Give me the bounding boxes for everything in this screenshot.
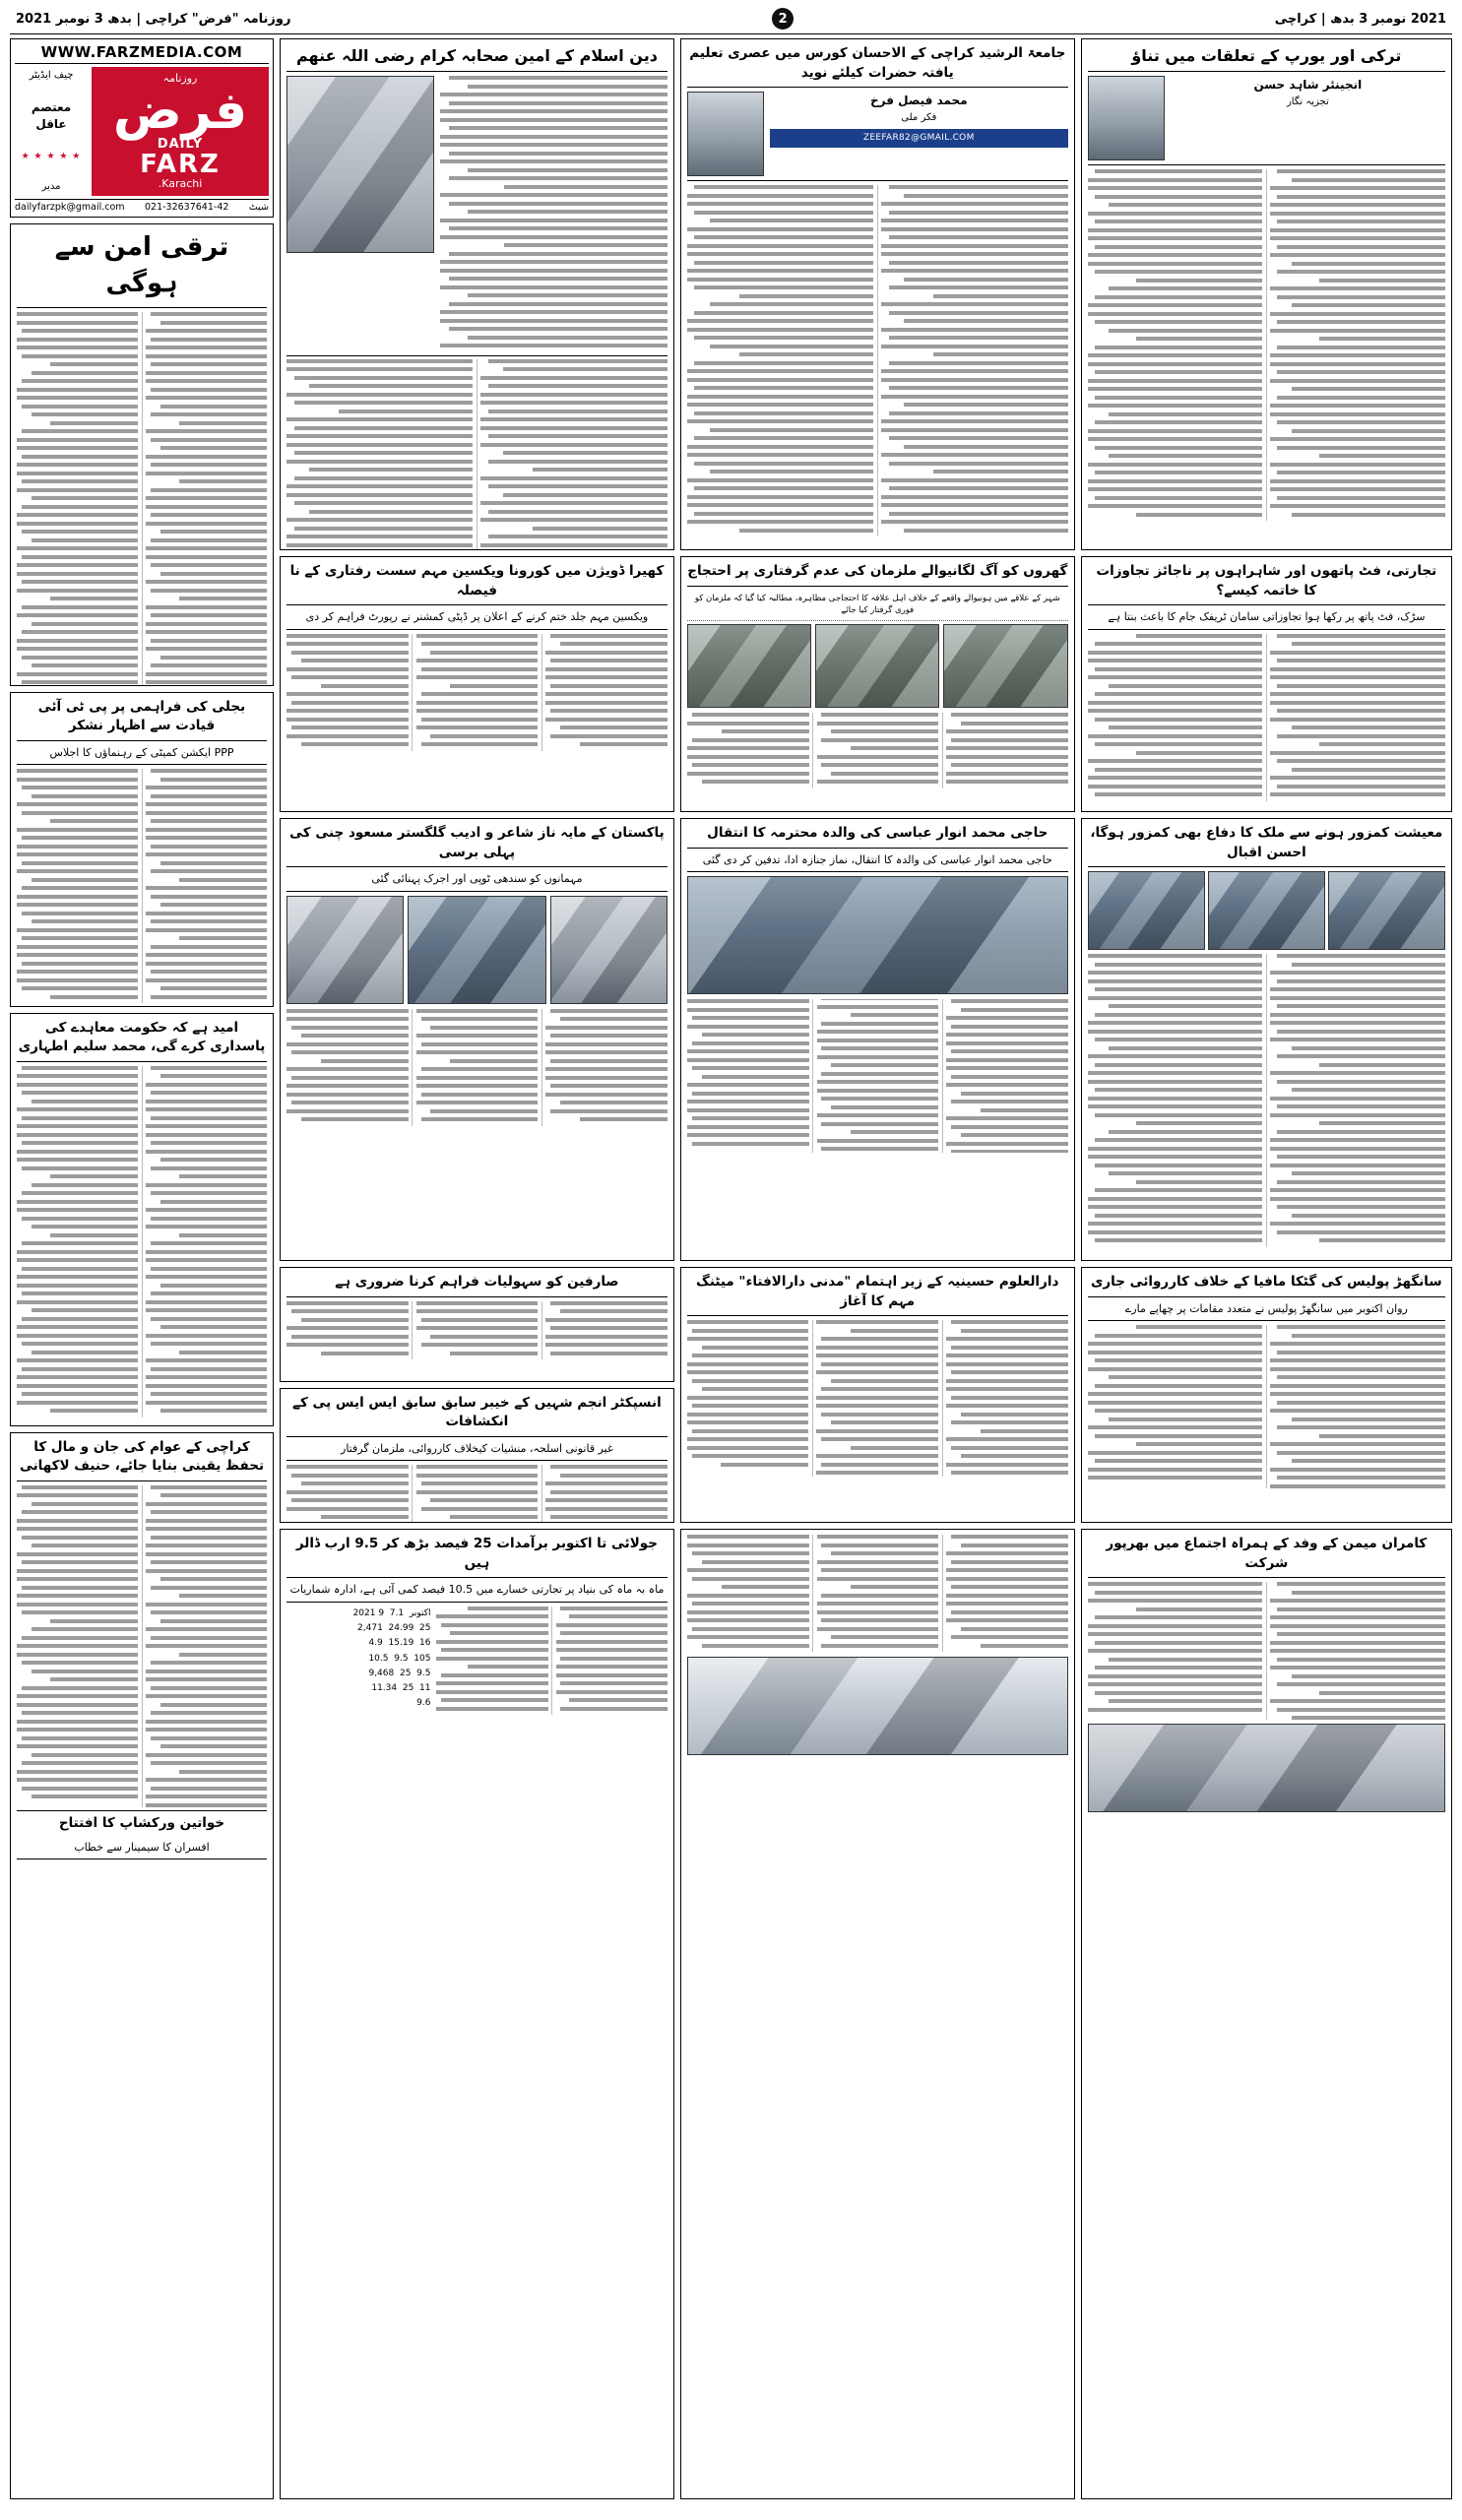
headline: صارفین کو سہولیات فراہم کرنا ضروری ہے xyxy=(286,1273,667,1297)
masthead-contact xyxy=(15,199,269,213)
article-body xyxy=(17,1066,267,1418)
photo-row xyxy=(687,624,1068,708)
stars-decoration: ★ ★ ★ ★ ★ xyxy=(21,151,82,161)
article-darul-uloom xyxy=(680,1267,1075,1523)
photo-collage xyxy=(1088,871,1445,950)
article-inspector xyxy=(280,1388,674,1523)
chief-editor-name: معتصم عاقل xyxy=(31,100,72,132)
article-haji-muhammad xyxy=(680,818,1075,1261)
article-turkey-europe xyxy=(1081,38,1452,550)
headline: جولائی تا اکتوبر برآمدات 25 فیصد بڑھ کر 9.5 ارب ڈالر ہیں xyxy=(286,1535,667,1578)
headline: پاکستان کے مایہ ناز شاعر و ادیب گلگستر مسعود چنی کی پہلی برسی xyxy=(286,824,667,867)
headline: معیشت کمزور ہونے سے ملک کا دفاع بھی کمزور ہوگا، احسن اقبال xyxy=(1088,824,1445,867)
article-intro xyxy=(440,76,667,352)
article-bijli-ppp xyxy=(10,692,274,1007)
article-sarifeen xyxy=(280,1267,674,1382)
columnist-name: انجینئر شاہد حسن xyxy=(1253,78,1363,93)
headline: گھروں کو آگ لگانیوالے ملزمان کی عدم گرفتاری پر احتجاج xyxy=(687,562,1068,587)
poet-photo-2 xyxy=(408,896,547,1004)
headline: ترکی اور یورپ کے تعلقات میں تناؤ xyxy=(1088,44,1445,72)
article-body xyxy=(687,999,1068,1153)
page-header-strip xyxy=(10,6,1452,34)
headline: دارالعلوم حسینیہ کے زیر اہتمام "مدنی دارالافتاء" میٹنگ مہم کا آغاز xyxy=(687,1273,1068,1316)
row-second xyxy=(280,556,1452,812)
subheadline: روان اکتوبر میں سانگھڑ پولیس نے متعدد مقامات پر چھاپے مارے xyxy=(1088,1301,1445,1322)
headline: ترقی امن سے ہوگی xyxy=(17,229,267,308)
article-umeed-hukumat xyxy=(10,1013,274,1426)
columnist-head xyxy=(1088,76,1445,165)
article-sahaba-kiram xyxy=(280,38,674,550)
masthead-logo xyxy=(92,67,269,196)
columnist-meta xyxy=(770,92,1068,148)
headline-khawateen: خواتین ورکشاپ کا افتتاح xyxy=(58,1815,225,1831)
article-body xyxy=(17,769,267,1003)
article-body xyxy=(436,1606,667,1716)
columnist-meta xyxy=(1171,76,1445,110)
article-body xyxy=(286,1465,667,1523)
columnist-name: محمد فیصل فرخ xyxy=(869,94,968,108)
masthead-email[interactable]: dailyfarzpk@gmail.com xyxy=(15,201,125,213)
stat-row: 10.5 9.5 105 xyxy=(368,1653,431,1664)
headline: دین اسلام کے امین صحابہ کرام رضی اللہ عنھم xyxy=(286,44,667,72)
stat-row: 2,471 24.99 25 xyxy=(357,1622,431,1633)
article-jamia-rasheed xyxy=(680,38,1075,550)
event-photo-1 xyxy=(1328,871,1445,950)
columnist-photo xyxy=(1088,76,1165,160)
scholar-portrait xyxy=(286,76,434,253)
article-body xyxy=(687,1320,1068,1477)
columnist-email[interactable]: ZEEFAR82@GMAIL.COM xyxy=(770,129,1068,147)
editor-label: مدیر xyxy=(41,180,61,192)
masthead-sheet-label: شیٹ xyxy=(248,201,269,213)
article-body xyxy=(1088,954,1445,1247)
article-karachi-awam xyxy=(10,1432,274,2499)
masthead-title-urdu: فرض xyxy=(112,81,248,141)
article-tijarat xyxy=(1081,556,1452,812)
page-body xyxy=(10,38,1452,2499)
headline: کامران میمن کے وفد کے ہمراہ اجتماع میں بھرپور شرکت xyxy=(1088,1535,1445,1578)
columnist-photo xyxy=(687,92,764,176)
poet-photo-3 xyxy=(286,896,404,1004)
edition-line-left: 2021 نومبر 3 بدھ | کراچی xyxy=(1274,11,1446,27)
article-pakistan-adeeb xyxy=(280,818,674,1261)
headline: سانگھڑ پولیس کی گٹکا مافیا کے خلاف کارروائی جاری xyxy=(1088,1273,1445,1297)
row-fourth xyxy=(280,1267,1452,1523)
article-sanghar-police xyxy=(1081,1267,1452,1523)
page-number-badge: 2 xyxy=(772,8,794,30)
article-head-row xyxy=(286,76,667,352)
article-body xyxy=(1088,634,1445,801)
exports-content xyxy=(286,1606,667,1716)
photo-row xyxy=(286,896,667,1004)
headline: امید ہے کہ حکومت معاہدے کی پاسداری کرے گی، محمد سلیم اطہاری xyxy=(17,1019,267,1062)
masthead-side-credits xyxy=(15,67,88,196)
stat-row: 9.6 xyxy=(416,1698,431,1709)
website-url[interactable]: WWW.FARZMEDIA.COM xyxy=(15,43,269,64)
stat-row: 4.9 15.19 16 xyxy=(368,1638,431,1649)
subheadline: PPP ایکشن کمیٹی کے رہنماؤں کا اجلاس xyxy=(17,745,267,766)
article-body xyxy=(286,359,667,550)
article-body xyxy=(687,185,1068,536)
subheadline: سڑک، فٹ پاتھ پر رکھا ہوا تجاوزاتی سامان ٹریفک جام کا باعث بنتا ہے xyxy=(1088,609,1445,630)
subheadline: حاجی محمد انوار عباسی کی والدہ کا انتقال، نماز جنازہ ادا، تدفین کر دی گئی xyxy=(687,852,1068,873)
article-body xyxy=(17,312,267,686)
subheadline: غیر قانونی اسلحہ، منشیات کیخلاف کارروائی، ملزمان گرفتار xyxy=(286,1441,667,1462)
article-body xyxy=(1088,1325,1445,1488)
row-bottom xyxy=(280,1529,1452,2499)
headline: انسپکٹر انجم شہیں کے خیبر سابق سابق ایس ایس پی کے انکشافات xyxy=(286,1394,667,1437)
article-maeeshat xyxy=(1081,818,1452,1261)
article-body xyxy=(286,1301,667,1360)
columnist-subtitle: فکر ملی xyxy=(901,112,937,124)
event-photo-2 xyxy=(1208,871,1325,950)
funeral-photo xyxy=(687,876,1068,994)
article-exports xyxy=(280,1529,674,2499)
protest-photo-1 xyxy=(943,624,1067,708)
columnist-head xyxy=(687,92,1068,181)
chief-editor-label: چیف ایڈیٹر xyxy=(29,70,74,81)
headline: حاجی محمد انوار عباسی کی والدہ محترمہ کا انتقال xyxy=(687,824,1068,849)
article-body xyxy=(687,713,1068,788)
article-khaira-division xyxy=(280,556,674,812)
masthead-main xyxy=(15,67,269,196)
masthead-title-english: FARZ xyxy=(140,149,221,179)
columnist-subtitle: تجزیہ نگار xyxy=(1286,96,1329,108)
main-content-columns xyxy=(280,38,1452,2499)
headline: کراچی کے عوام کی جان و مال کا تحفظ یقینی بنایا جائے، حنیف لاکھانی xyxy=(17,1438,267,1481)
statistics-table xyxy=(286,1606,430,1716)
article-body xyxy=(286,634,667,751)
article-body xyxy=(1088,169,1445,521)
photo-caption: شہر کے علاقے میں ہونیوالے واقعے کے خلاف اہل علاقہ کا احتجاجی مظاہرہ، مطالبہ کیا گیا کہ ملزمان کو فوری گرفتار کیا جائے xyxy=(687,591,1068,622)
edition-line-right: روزنامہ "فرض" کراچی | بدھ 3 نومبر 2021 xyxy=(16,11,291,27)
headline: بجلی کی فراہمی پر پی ٹی آئی قیادت سے اظہار نشکر xyxy=(17,698,267,741)
subheadline: ماہ بہ ماہ کی بنیاد پر تجارتی خسارے میں 10.5 فیصد کمی آئی ہے، ادارہ شماریات xyxy=(286,1582,667,1603)
subheadline: مہمانوں کو سندھی ٹوپی اور اجرک پہنائی گئی xyxy=(286,871,667,892)
stat-row: 9,468 25 9.5 xyxy=(368,1668,431,1678)
article-body xyxy=(1088,1582,1445,1720)
article-body xyxy=(286,1009,667,1126)
article-misc-bottom xyxy=(680,1529,1075,2499)
subheadline: ویکسین مہم جلد ختم کرنے کے اعلان پر ڈپٹی کمشنر نے رپورٹ فراہم کر دی xyxy=(286,609,667,630)
protest-photo-2 xyxy=(815,624,939,708)
masthead xyxy=(10,38,274,218)
article-kamran xyxy=(1081,1529,1452,2499)
headline: جامعۃ الرشید کراچی کے الاحسان کورس میں عصری تعلیم یافتہ حضرات کیلئے نوید xyxy=(687,44,1068,88)
stat-row: 11.34 25 11 xyxy=(371,1683,431,1694)
poet-photo-1 xyxy=(550,896,667,1004)
article-body xyxy=(687,1535,1068,1652)
masthead-city: Karachi. xyxy=(158,177,203,191)
event-photo xyxy=(1088,1724,1445,1812)
subheadline-khawateen: افسران کا سیمینار سے خطاب xyxy=(17,1840,267,1860)
masthead-daily-label: DAILY xyxy=(157,137,204,153)
article-body xyxy=(17,1485,267,1807)
stat-row: 2021 اکتوبر 7.1 9 xyxy=(352,1607,431,1618)
masthead-phone[interactable]: 021-32637641-42 xyxy=(144,201,229,213)
article-protest xyxy=(680,556,1075,812)
masthead-kicker: روزنامہ xyxy=(162,72,198,85)
stack-right-mid xyxy=(280,1267,674,1523)
row-top xyxy=(280,38,1452,550)
lab-photo xyxy=(687,1657,1068,1755)
headline: کھیرا ڈویژن میں کورونا ویکسین مہم سست رفتاری کے نا فیصلہ xyxy=(286,562,667,605)
article-editorial xyxy=(10,223,274,686)
headline: تجارتی، فٹ پاتھوں اور شاہراہوں پر ناجائز تجاوزات کا خاتمہ کیسے؟ xyxy=(1088,562,1445,605)
masthead-column xyxy=(10,38,274,2499)
row-third xyxy=(280,818,1452,1261)
protest-photo-3 xyxy=(687,624,811,708)
event-photo-3 xyxy=(1088,871,1205,950)
